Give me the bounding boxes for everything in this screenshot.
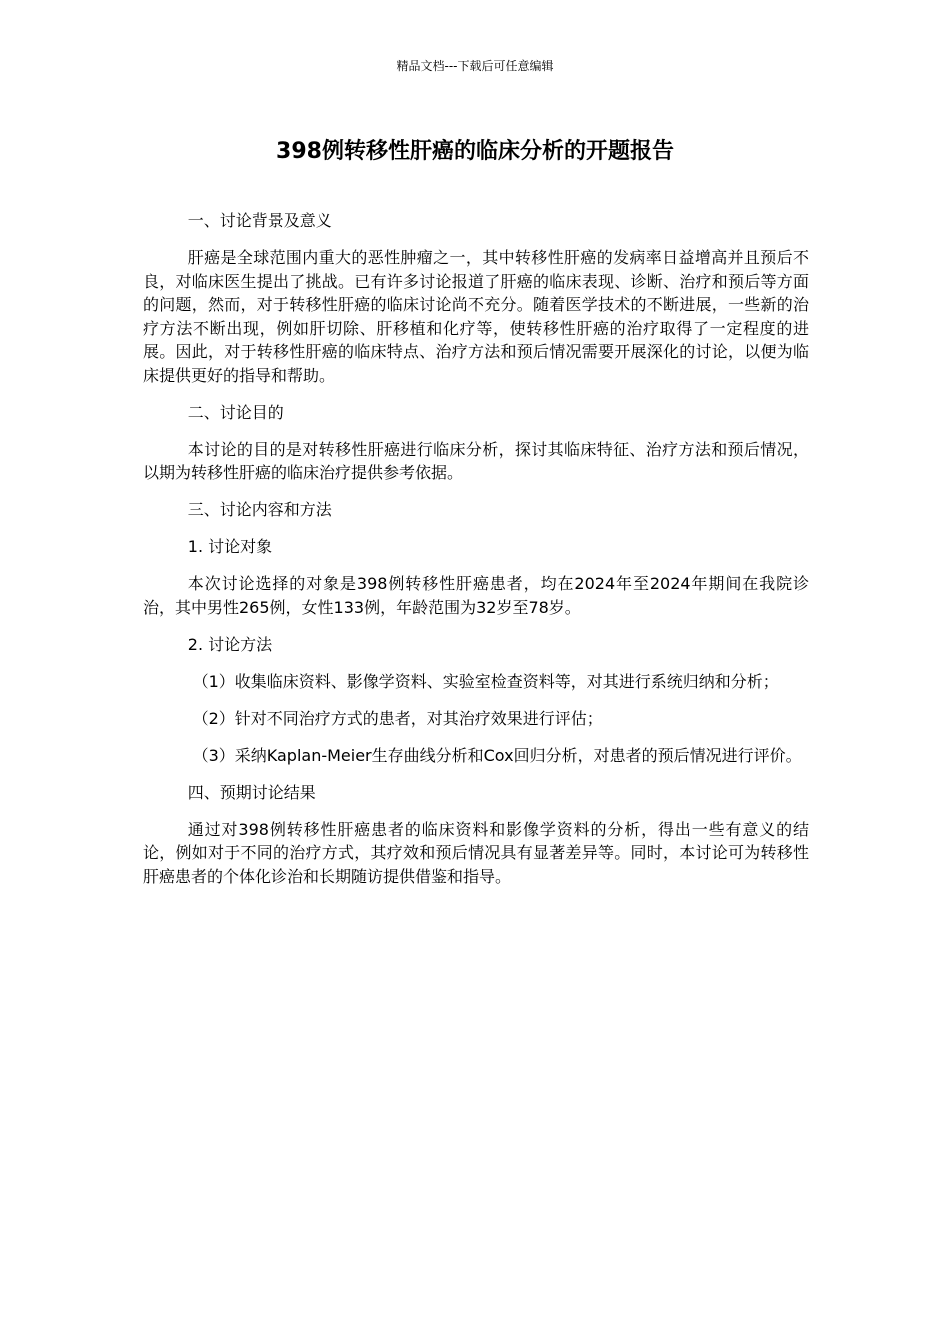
paragraph-subject: 本次讨论选择的对象是398例转移性肝癌患者，均在2024年至2024年期间在我院诊治，其中男性265例，女性133例，年龄范围为32岁至78岁。 (143, 574, 809, 617)
subheading-subject: 1. 讨论对象 (187, 537, 273, 556)
section-heading-background: 一、讨论背景及意义 (187, 211, 332, 230)
paragraph-results: 通过对398例转移性肝癌患者的临床资料和影像学资料的分析，得出一些有意义的结论，例如对于不同的治疗方式，其疗效和预后情况具有显著差异等。同时，本讨论可为转移性肝癌患者的个体化诊治和长期随访提供借鉴和指导。 (143, 819, 809, 886)
section-heading-results: 四、预期讨论结果 (187, 782, 316, 802)
method-item: （3）采纳Kaplan-Meier生存曲线分析和Cox回归分析，对患者的预后情况进行评价。 (192, 745, 802, 765)
paragraph-purpose: 本讨论的目的是对转移性肝癌进行临床分析，探讨其临床特征、治疗方法和预后情况，以期为转移性肝癌的临床治疗提供参考依据。 (143, 439, 809, 482)
paragraph-background: 肝癌是全球范围内重大的恶性肿瘤之一，其中转移性肝癌的发病率日益增高并且预后不良，对临床医生提出了挑战。已有许多讨论报道了肝癌的临床表现、诊断、治疗和预后等方面的问题，然而，对于转移性肝癌的临床讨论尚不充分。随着医学技术的不断进展，一些新的治疗方法不断出现，例如肝切除、肝移植和化疗等，使转移性肝癌的治疗取得了一定程度的进展。因此，对于转移性肝癌的临床特点、治疗方法和预后情况需要开展深化的讨论，以便为临床提供更好的指导和帮助。 (143, 248, 809, 385)
method-item: （2）针对不同治疗方式的患者，对其治疗效果进行评估； (192, 708, 603, 728)
document-body (143, 209, 809, 902)
page-header: 精品文档---下载后可任意编辑 (396, 59, 554, 73)
section-heading-content: 三、讨论内容和方法 (187, 500, 332, 519)
subheading-method: 2. 讨论方法 (187, 634, 273, 654)
document-title: 398例转移性肝癌的临床分析的开题报告 (276, 139, 674, 164)
section-heading-purpose: 二、讨论目的 (187, 402, 284, 422)
method-item: （1）收集临床资料、影像学资料、实验室检查资料等，对其进行系统归纳和分析； (192, 671, 779, 691)
